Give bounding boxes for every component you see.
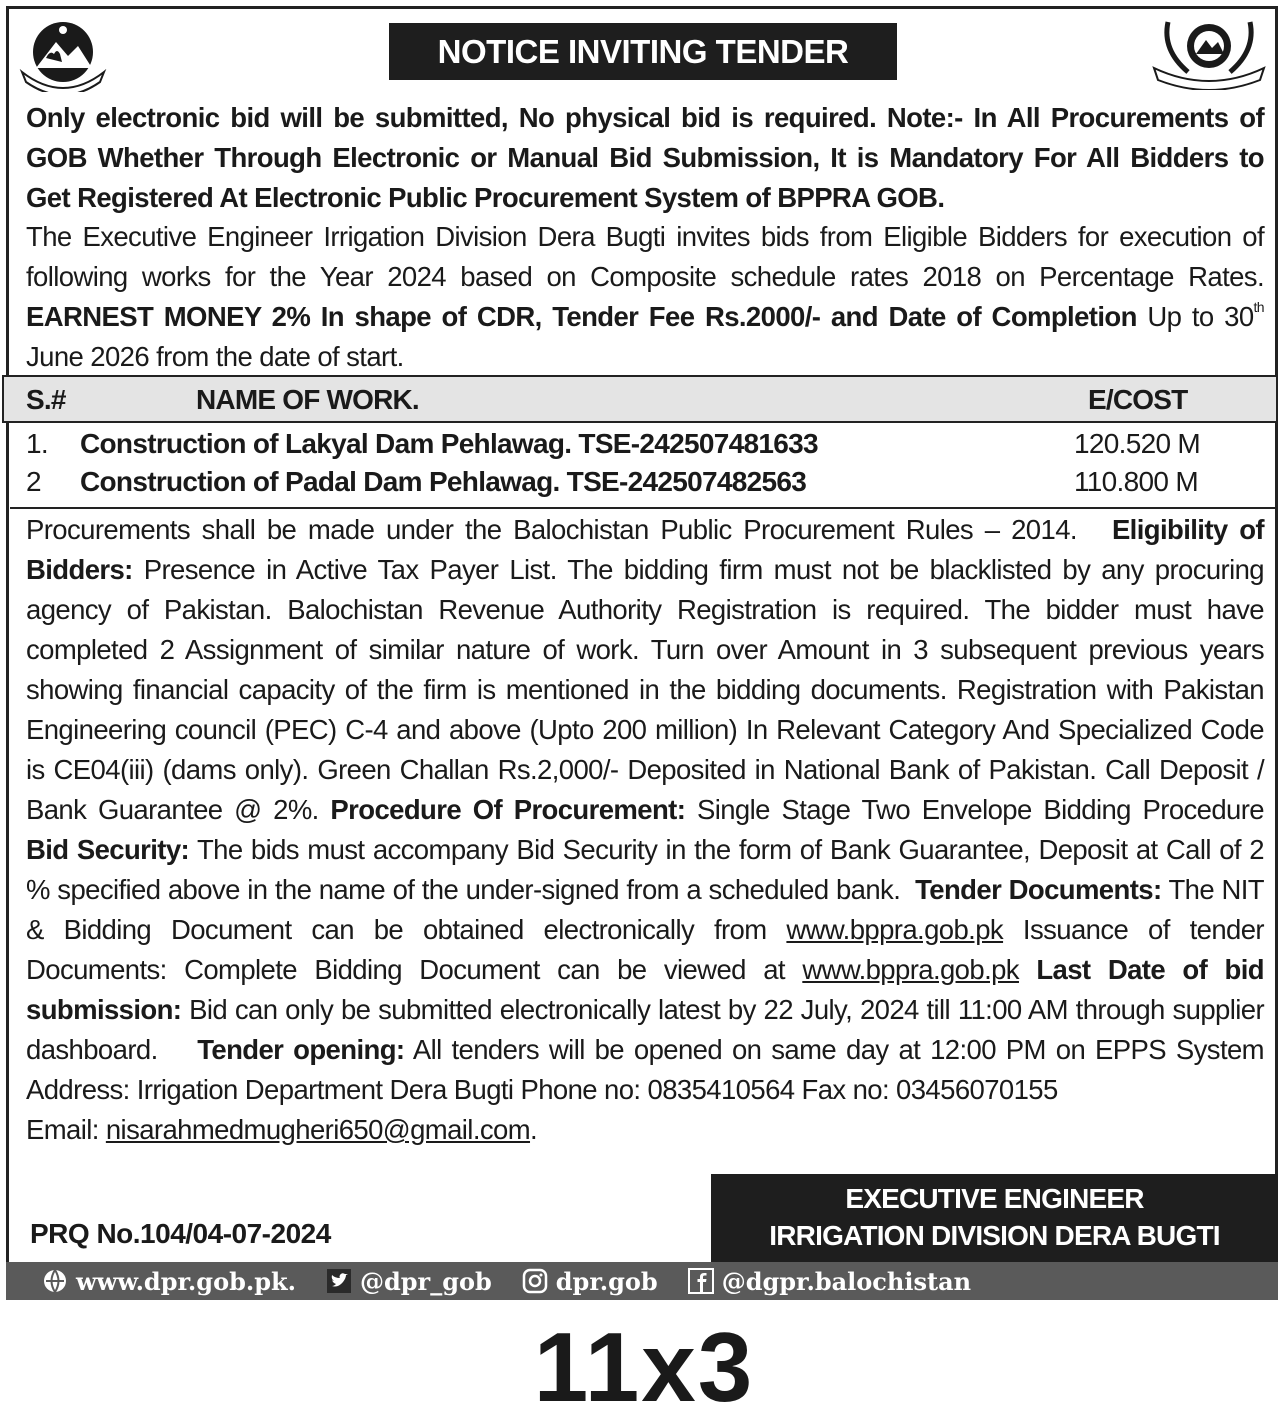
email-link[interactable]: nisarahmedmugheri650@gmail.com — [105, 1114, 531, 1145]
prq-number: PRQ No.104/04-07-2024 — [30, 1218, 331, 1249]
note-line: Get Registered At Electronic Public Procurement System of BPPRA GOB. — [26, 182, 945, 213]
body-line — [26, 510, 1264, 550]
note-line: GOB Whether Through Electronic or Manual Bid Submission, It is Mandatory For All Bidders to — [26, 142, 1264, 173]
body-line — [26, 870, 1264, 910]
address-line: Address: Irrigation Department Dera Bugti Phone no: 0835410564 Fax no: 03456070155 — [26, 1074, 1058, 1105]
bid-security-label: Bid Security: — [26, 834, 190, 865]
bid-security-text: The bids must accompany Bid Security in the form of Bank Guarantee, Deposit at Call of 2 — [189, 834, 1264, 865]
signature-title: EXECUTIVE ENGINEER — [845, 1183, 1144, 1214]
header-sno: S.# — [26, 384, 66, 415]
body-line: showing financial capacity of the firm is mentioned in the bidding documents. Registration with Pakistan — [26, 674, 1264, 705]
completion-date-text: Up to 30 — [1136, 301, 1254, 332]
website-text: www.dpr.gob.pk. — [76, 1266, 296, 1296]
row-sno: 2 — [26, 466, 41, 497]
bidders-label: Bidders: — [26, 554, 133, 585]
view-documents-text: Documents: Complete Bidding Document can be viewed at — [26, 954, 785, 985]
body-line — [26, 830, 1264, 870]
body-line — [26, 910, 1264, 950]
notice-title: NOTICE INVITING TENDER — [389, 23, 897, 80]
signature-block — [711, 1174, 1278, 1262]
header-estimated-cost: E/COST — [1088, 384, 1188, 415]
footer-website[interactable] — [42, 1267, 296, 1296]
bppra-link[interactable]: www.bppra.gob.pk — [786, 914, 1004, 945]
body-line: is CE04(iii) (dams only). Green Challan Rs.2,000/- Deposited in National Bank of Pakistan. Call Deposit / — [26, 754, 1264, 785]
bank-guarantee-text: Bank Guarantee @ 2%. — [26, 794, 319, 825]
invitation-line: following works for the Year 2024 based on Composite schedule rates 2018 on Percentage Rates. — [26, 261, 1264, 292]
body-line: completed 2 Assignment of similar nature of work. Turn over Amount in 3 subsequent previous years — [26, 634, 1264, 665]
ad-size-label: 11x3 — [533, 1312, 755, 1422]
procurement-rules-text: Procurements shall be made under the Balochistan Public Procurement Rules – 2014. — [26, 514, 1077, 545]
dashboard-text: dashboard. — [26, 1034, 158, 1065]
body-line — [26, 1030, 1264, 1070]
earnest-money-line — [26, 297, 1264, 337]
body-line: agency of Pakistan. Balochistan Revenue Authority Registration is required. The bidder must have — [26, 594, 1264, 625]
procedure-text: Single Stage Two Envelope Bidding Procedure — [685, 794, 1265, 825]
tender-opening-label: Tender opening: — [197, 1034, 405, 1065]
eligibility-paragraph — [26, 510, 1264, 1150]
issuance-text: Issuance of tender — [1022, 914, 1264, 945]
nit-text: The NIT — [1161, 874, 1264, 905]
invitation-line: The Executive Engineer Irrigation Division Dera Bugti invites bids from Eligible Bidders for execution of — [26, 221, 1264, 252]
works-table-header — [2, 375, 1278, 423]
balochistan-govt-logo — [16, 12, 110, 92]
row-cost: 120.520 M — [1074, 428, 1201, 459]
bppra-link[interactable]: www.bppra.gob.pk — [802, 954, 1019, 985]
tender-opening-text: All tenders will be opened on same day at 12:00 PM on EPPS System — [404, 1034, 1264, 1065]
email-label: Email: — [26, 1114, 106, 1145]
header-name-of-work: NAME OF WORK. — [196, 384, 419, 415]
facebook-icon — [688, 1268, 714, 1294]
dgpr-seal-logo — [1148, 10, 1270, 90]
row-sno: 1. — [26, 428, 48, 459]
footer-facebook[interactable] — [688, 1267, 971, 1296]
footer-social-bar — [6, 1262, 1278, 1300]
row-work-name: Construction of Padal Dam Pehlawag. TSE-242507482563 — [80, 466, 807, 497]
earnest-money-bold: EARNEST MONEY 2% In shape of CDR, Tender Fee Rs.2000/- and Date of Completion — [26, 301, 1137, 332]
twitter-handle: @dpr_gob — [359, 1266, 492, 1296]
instagram-handle: dpr.gob — [555, 1266, 658, 1296]
submission-label: submission: — [26, 994, 182, 1025]
completion-line: June 2026 from the date of start. — [26, 341, 404, 372]
scheduled-bank-text: % specified above in the name of the under-signed from a scheduled bank. — [26, 874, 901, 905]
row-work-name: Construction of Lakyal Dam Pehlawag. TSE-242507481633 — [80, 428, 818, 459]
procedure-label: Procedure Of Procurement: — [330, 794, 686, 825]
last-date-label: Last Date of bid — [1036, 954, 1264, 985]
row-cost: 110.800 M — [1074, 466, 1198, 497]
body-line — [26, 790, 1264, 830]
facebook-handle: @dgpr.balochistan — [721, 1266, 972, 1296]
electronic-bid-note — [26, 98, 1264, 218]
instagram-icon — [522, 1268, 548, 1294]
invitation-paragraph — [26, 217, 1264, 377]
email-period: . — [530, 1114, 538, 1145]
obtain-text: & Bidding Document can be obtained electronically from — [26, 914, 767, 945]
footer-twitter[interactable] — [326, 1267, 492, 1296]
table-row — [26, 466, 1264, 504]
signature-division: IRRIGATION DIVISION DERA BUGTI — [769, 1220, 1220, 1251]
tender-documents-label: Tender Documents: — [915, 874, 1162, 905]
footer-instagram[interactable] — [522, 1267, 658, 1296]
globe-icon — [42, 1268, 68, 1294]
body-line — [26, 990, 1264, 1030]
body-line — [26, 950, 1264, 990]
submission-text: Bid can only be submitted electronically latest by 22 July, 2024 till 11:00 AM through supplier — [181, 994, 1264, 1025]
section-divider — [10, 507, 1278, 509]
body-line — [26, 550, 1264, 590]
table-row — [26, 428, 1264, 466]
body-line: Engineering council (PEC) C-4 and above (Upto 200 million) In Relevant Category And Specialized Code — [26, 714, 1264, 745]
completion-date-sup: th — [1253, 299, 1264, 315]
note-line: Only electronic bid will be submitted, No physical bid is required. Note:- In All Procurements of — [26, 102, 1264, 133]
email-line — [26, 1110, 1264, 1150]
bidders-text: Presence in Active Tax Payer List. The bidding firm must not be blacklisted by any procuring — [132, 554, 1264, 585]
eligibility-label: Eligibility of — [1111, 514, 1264, 545]
twitter-icon — [326, 1268, 352, 1294]
